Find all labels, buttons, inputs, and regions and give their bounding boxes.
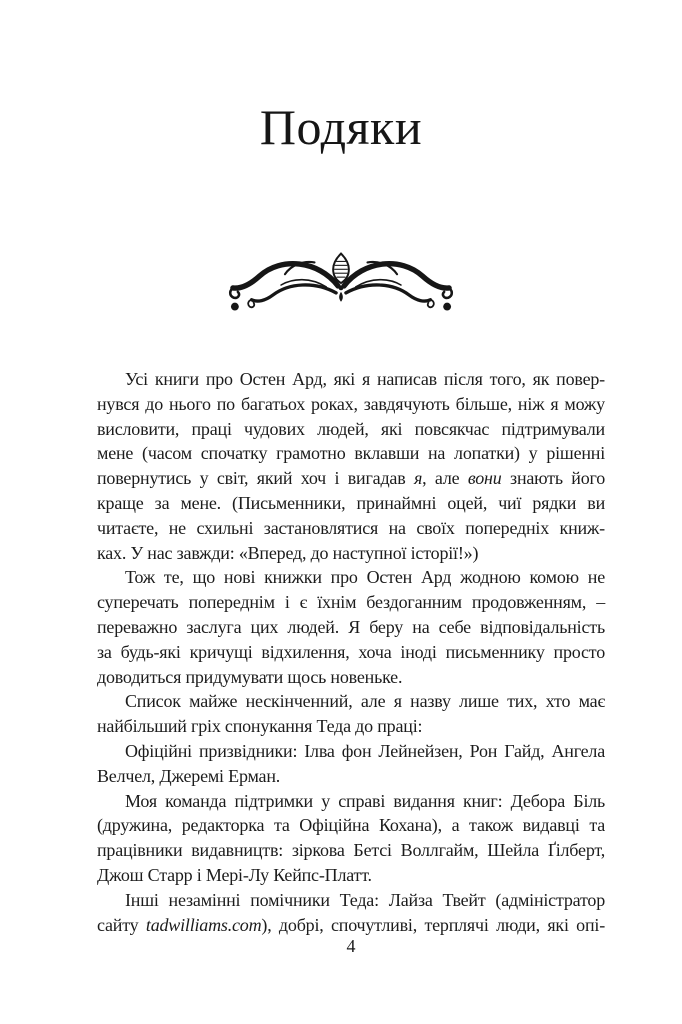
- text-line: [97, 441, 605, 466]
- text-line-runs: Моя команда підтримки у справі видання книг: Дебора Біль: [125, 790, 606, 811]
- text-line-runs: доводиться придумувати щось новеньке.: [97, 666, 403, 687]
- text-line: [97, 913, 605, 938]
- text-line-runs: Усі книги про Остен Ард, які я написав після того, як повер-: [125, 369, 605, 389]
- text-line-runs: мене (часом спочатку грамотно вклавши на лопатки) у рішенні: [97, 443, 606, 464]
- text-line: [97, 466, 605, 491]
- text-line: [97, 392, 605, 417]
- text-line: [97, 417, 605, 442]
- text-line-runs: висловити, праці чудових людей, які повсякчас підтримували: [97, 418, 605, 439]
- text-line: [97, 789, 605, 814]
- page-number: 4: [346, 936, 356, 956]
- text-line: [97, 714, 605, 739]
- text-line: [97, 838, 605, 863]
- text-line-runs: за будь-які кричущі відхилення, хоча іноді письменнику просто: [97, 641, 606, 662]
- text-line-runs: найбільший гріх спонукання Теда до праці:: [97, 716, 423, 737]
- text-line-runs: працівники видавництв: зіркова Бетсі Воллгайм, Шейла Ґілберт,: [97, 840, 605, 861]
- text-line-runs: сайту tadwilliams.com), добрі, спочутливі, терплячі люди, які опі-: [97, 914, 606, 935]
- text-line-runs: переважно заслуга цих людей. Я беру на себе відповідальність: [97, 616, 605, 637]
- text-line: [97, 590, 605, 615]
- text-line-runs: Офіційні призвідники: Ілва фон Лейнейзен, Рон Гайд, Ангела: [125, 740, 606, 761]
- text-line-runs: Інші незамінні помічники Теда: Лайза Твейт (адміністратор: [125, 889, 606, 910]
- text-line: [97, 516, 605, 541]
- text-line: [97, 491, 605, 516]
- chapter-title: Подяки: [259, 99, 423, 155]
- paragraph: [97, 789, 605, 888]
- text-line: [97, 764, 605, 789]
- text-line: [97, 665, 605, 690]
- paragraph: [97, 367, 605, 565]
- text-line: [97, 615, 605, 640]
- text-line: [97, 541, 605, 566]
- text-line-runs: ках. У нас завжди: «Вперед, до наступної історії!»): [97, 542, 479, 563]
- text-line: [97, 863, 605, 888]
- text-line: [97, 689, 605, 714]
- text-line-runs: читаєте, не схильні застановлятися на своїх попередніх книж-: [97, 517, 605, 538]
- text-line: [97, 640, 605, 665]
- text-line-runs: (дружина, редакторка та Офіційна Кохана), а також видавці та: [97, 815, 606, 836]
- text-line-runs: Велчел, Джеремі Ерман.: [97, 765, 281, 786]
- body-text: [97, 367, 605, 937]
- paragraph: [97, 739, 605, 789]
- text-line: [97, 739, 605, 764]
- text-line-runs: краще за мене. (Письменники, принаймні оцей, чиї рядки ви: [97, 492, 606, 513]
- text-line-runs: суперечать попереднім і є їхнім бездоганним продовженням, –: [97, 592, 605, 613]
- floral-flourish-ornament: [228, 250, 454, 320]
- text-line-runs: нувся до нього по багатьох роках, завдячують більше, ніж я можу: [97, 393, 605, 414]
- paragraph: [97, 689, 605, 739]
- text-line: [97, 813, 605, 838]
- text-line: [97, 888, 605, 913]
- text-line-runs: Джош Старр і Мері-Лу Кейпс-Платт.: [97, 864, 372, 885]
- text-line-runs: Список майже нескінченний, але я назву лише тих, хто має: [125, 691, 605, 712]
- text-line: [97, 367, 605, 392]
- paragraph: [97, 888, 605, 938]
- text-line-runs: повернутись у світ, який хоч і вигадав я, але вони знають його: [97, 468, 606, 489]
- ornament-container: [87, 250, 595, 320]
- paragraph: [97, 565, 605, 689]
- text-line-runs: Тож те, що нові книжки про Остен Ард жодною комою не: [125, 567, 605, 588]
- text-line: [97, 565, 605, 590]
